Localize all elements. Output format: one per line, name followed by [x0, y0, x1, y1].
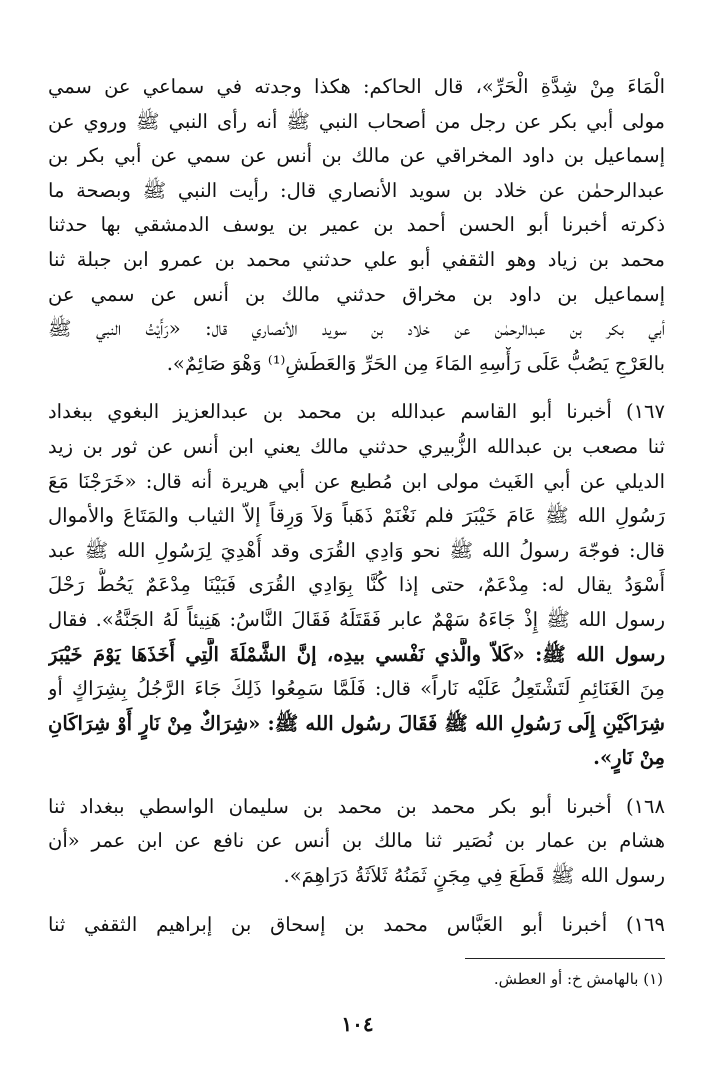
text-line: ١٦٨) أخبرنا أبو بكر محمد بن محمد بن سليمان الواسطي ببغداد ثنا	[48, 794, 665, 818]
text-line: رسول الله ﷺ قَطَعَ فِي مِجَنٍ ثَمَنُهُ ثَلاَثَةُ دَرَاهِمَ».	[283, 864, 665, 888]
text-line: بالعَرْجِ يَصُبُّ عَلَى رَأْسِهِ المَاءَ مِن الحَرِّ وَالعَطَشِ⁽¹⁾ وَهْوَ صَائِمٌ».	[166, 351, 665, 375]
text-line: أَسْوَدُ يقال له: مِدْعَمٌ، حتى إذا كُنَّا بِوَادِي القُرَى فَبَيْنَا مِدْعَمٌ يَحُطُّ رَحْلَ	[48, 573, 665, 597]
text-line: رَسُولِ الله ﷺ عَامَ خَيْبَرَ فلم نَغْنَمْ ذَهَباً وَلاَ وَرِقاً إلاّ الثياب والمَتَاعَ والأموال	[48, 504, 665, 528]
text-line: الديلي عن أبي الغَيث مولى ابن مُطيع عن أبي هريرة أنه قال: «خَرَجْنَا مَعَ	[48, 469, 665, 493]
footnote-divider	[465, 958, 665, 959]
text-line: ثنا مصعب بن عبدالله الزُّبيري حدثني مالك يعني ابن أنس عن ثور بن زيد	[48, 434, 665, 458]
text-line: ١٦٩) أخبرنا أبو العَبَّاس محمد بن إسحاق بن إبراهيم الثقفي ثنا	[48, 912, 665, 936]
paragraph-1	[48, 70, 665, 381]
text-line: ١٦٧) أخبرنا أبو القاسم عبدالله بن محمد بن عبدالعزيز البغوي ببغداد	[48, 400, 665, 424]
paragraph-hadith-167	[48, 395, 665, 776]
text-line: إسماعيل بن داود بن مخراق حدثني مالك بن أنس عن سمي عن	[48, 282, 665, 306]
text-line: شِرَاكَيْنِ إِلَى رَسُولِ الله ﷺ فَقَالَ رسُول الله ﷺ: «شِرَاكٌ مِنْ نَارٍ أَوْ شِرَاكَانِ	[48, 711, 665, 735]
text-line: مولى أبي بكر عن رجل من أصحاب النبي ﷺ أنه رأى النبي ﷺ وروي عن	[48, 109, 665, 133]
text-line: عبدالرحمٰن عن خلاد بن سويد الأنصاري قال: رأيت النبي ﷺ وبصحة ما	[48, 178, 665, 202]
text-line: رسول الله ﷺ إِذْ جَاءَهُ سَهْمٌ عابر فَقَتَلَهُ فَقَالَ النَّاسُ: هَنِيئاً لَهُ الجَنَّةُ». فقال	[48, 607, 665, 631]
page-number: ١٠٤	[341, 1012, 374, 1036]
text-line: مِنْ نَارٍ».	[593, 746, 665, 770]
text-line: هشام بن عمار بن نُصَير ثنا مالك بن أنس عن نافع عن ابن عمر «أن	[48, 829, 665, 853]
text-line: قال: فوجّهَ رسولُ الله ﷺ نحو وَادِي القُرَى وقد أُهْدِيَ لِرَسُولِ الله ﷺ عبد	[48, 538, 665, 562]
text-line: رسول الله ﷺ: «كَلاّ والَّذي نَفْسي بيدِه، إنَّ الشَّمْلَةَ الَّتِي أَخَذَهَا يَوْمَ خَيْبَرَ	[48, 642, 665, 666]
paragraph-hadith-168	[48, 790, 665, 894]
text-line: محمد بن زياد وهو الثقفي أبو علي حدثني محمد بن عمرو ابن جبلة ثنا	[48, 247, 665, 271]
text-line: الْمَاءَ مِنْ شِدَّةِ الْحَرِّ»، قال الحاكم: هكذا وجدته في سماعي عن سمي	[48, 75, 665, 98]
paragraph-hadith-169	[48, 908, 665, 943]
text-line: مِنَ الغَنَائِمِ لَتَشْتَعِلُ عَلَيْه نَاراً» قال: فَلَمَّا سَمِعُوا ذَلِكَ جَاءَ الرَّجُلُ بِشِرَاكٍ أو	[48, 677, 665, 701]
footnote: (١) بالهامش خ: أو العطش.	[493, 970, 663, 988]
text-line: أبي بكر بن عبدالرحمٰن عن خلاد بن سويد الأنصاري قال: «رَأَيْتُ النبي ﷺ	[48, 317, 665, 341]
text-line: ذكرته أخبرنا أبو الحسن أحمد بن عمير بن يوسف الدمشقي بها حدثنا	[48, 213, 665, 237]
text-line: إسماعيل بن داود المخراقي عن مالك بن أنس عن سمي عن أبي بكر بن	[48, 144, 665, 168]
